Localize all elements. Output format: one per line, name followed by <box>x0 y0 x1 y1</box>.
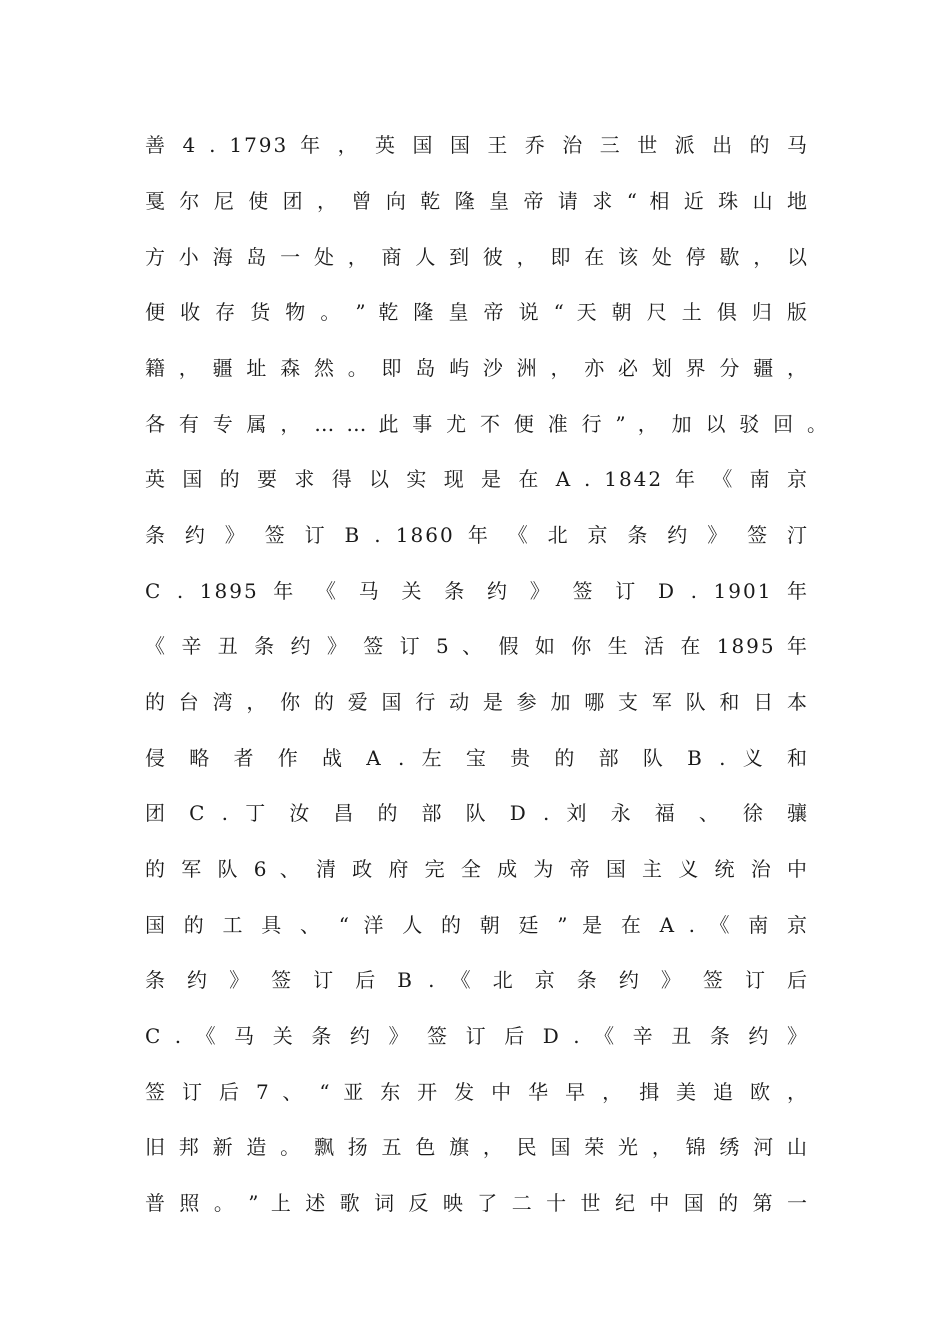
text-line: 侵 略 者 作 战 A . 左 宝 贵 的 部 队 B . 义 和 <box>145 746 809 770</box>
text-line: 的 军 队 6 、 清 政 府 完 全 成 为 帝 国 主 义 统 治 中 <box>145 857 809 881</box>
text-line: 的 台 湾 ， 你 的 爱 国 行 动 是 参 加 哪 支 军 队 和 日 本 <box>145 690 809 714</box>
text-line: 籍 ， 疆 址 森 然 。 即 岛 屿 沙 洲 ， 亦 必 划 界 分 疆 ， <box>145 356 809 380</box>
text-line: C . 《 马 关 条 约 》 签 订 后 D . 《 辛 丑 条 约 》 <box>145 1024 809 1048</box>
text-line: 便 收 存 货 物 。 ” 乾 隆 皇 帝 说 “ 天 朝 尺 土 俱 归 版 <box>145 300 809 324</box>
text-line: 团 C . 丁 汝 昌 的 部 队 D . 刘 永 福 、 徐 骧 <box>145 801 809 825</box>
text-line: 善 4 . 1793 年 ， 英 国 国 王 乔 治 三 世 派 出 的 马 <box>145 133 809 157</box>
text-line: 国 的 工 具 、 “ 洋 人 的 朝 廷 ” 是 在 A . 《 南 京 <box>145 913 809 937</box>
text-line: 旧 邦 新 造 。 飘 扬 五 色 旗 ， 民 国 荣 光 ， 锦 绣 河 山 <box>145 1135 809 1159</box>
text-line: 方 小 海 岛 一 处 ， 商 人 到 彼 ， 即 在 该 处 停 歇 ， 以 <box>145 245 809 269</box>
text-line: 戛 尔 尼 使 团 ， 曾 向 乾 隆 皇 帝 请 求 “ 相 近 珠 山 地 <box>145 189 809 213</box>
text-line: 《 辛 丑 条 约 》 签 订 5 、 假 如 你 生 活 在 1895 年 <box>145 634 809 658</box>
text-line: 普 照 。 ” 上 述 歌 词 反 映 了 二 十 世 纪 中 国 的 第 一 <box>145 1191 809 1215</box>
text-line: 英 国 的 要 求 得 以 实 现 是 在 A . 1842 年 《 南 京 <box>145 467 809 491</box>
text-line: 条 约 》 签 订 B . 1860 年 《 北 京 条 约 》 签 汀 <box>145 523 809 547</box>
text-line: 签 订 后 7 、 “ 亚 东 开 发 中 华 早 ， 揖 美 追 欧 ， <box>145 1080 809 1104</box>
text-line: 各 有 专 属 ， … … 此 事 尤 不 便 准 行 ” ， 加 以 驳 回 。 <box>145 412 829 436</box>
text-line: 条 约 》 签 订 后 B . 《 北 京 条 约 》 签 订 后 <box>145 968 809 992</box>
text-line: C . 1895 年 《 马 关 条 约 》 签 订 D . 1901 年 <box>145 579 809 603</box>
